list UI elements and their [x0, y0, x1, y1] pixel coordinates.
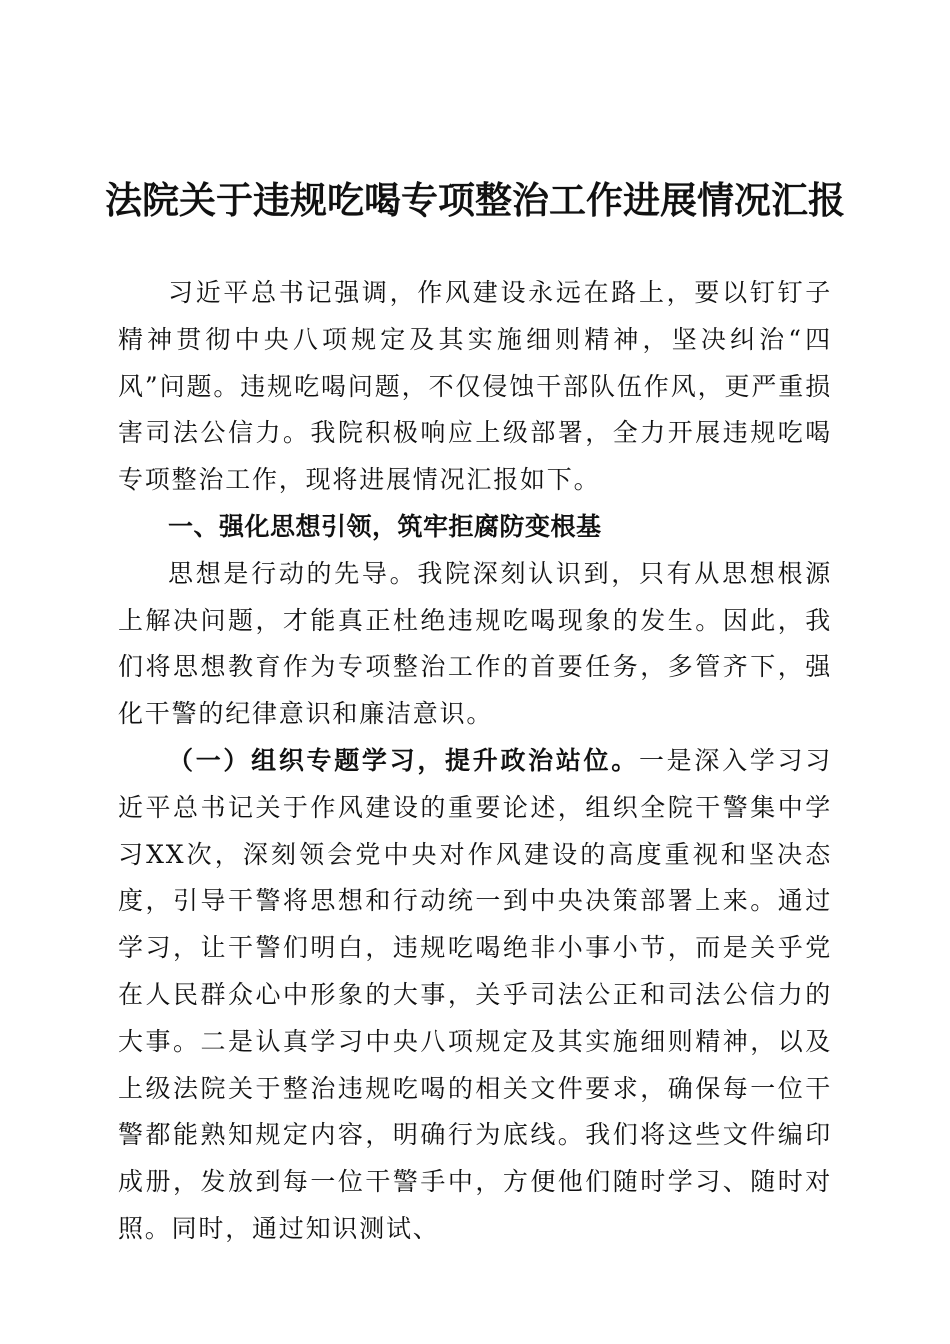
subsection-heading-1: （一）组织专题学习，提升政治站位。 [168, 745, 639, 775]
subsection-1-text: 一是深入学习习近平总书记关于作风建设的重要论述，组织全院干警集中学习XX次，深刻领会党中央对作风建设的高度重视和坚决态度，引导干警将思想和行动统一到中央决策部署上来。通过学习，让干警们明白，违规吃喝绝非小事小节，而是关乎党在人民群众心中形象的大事，关乎司法公正和司法公信力的大事。二是认真学习中央八项规定及其实施细则精神，以及上级法院关于整治违规吃喝的相关文件要求，确保每一位干警都能熟知规定内容，明确行为底线。我们将这些文件编印成册，发放到每一位干警手中，方便他们随时学习、随时对照。同时，通过知识测试、 [118, 745, 832, 1243]
section-1-paragraph: 思想是行动的先导。我院深刻认识到，只有从思想根源上解决问题，才能真正杜绝违规吃喝现象的发生。因此，我们将思想教育作为专项整治工作的首要任务，多管齐下，强化干警的纪律意识和廉洁意识。 [118, 558, 832, 729]
intro-paragraph: 习近平总书记强调，作风建设永远在路上，要以钉钉子精神贯彻中央八项规定及其实施细则精神，坚决纠治“四风”问题。违规吃喝问题，不仅侵蚀干部队伍作风，更严重损害司法公信力。我院积极响应上级部署，全力开展违规吃喝专项整治工作，现将进展情况汇报如下。 [118, 278, 832, 495]
subsection-1-paragraph [118, 738, 832, 1253]
section-heading-1: 一、强化思想引领，筑牢拒腐防变根基 [168, 511, 602, 541]
document-title: 法院关于违规吃喝专项整治工作进展情况汇报 [105, 178, 845, 222]
document-body [118, 270, 832, 1253]
